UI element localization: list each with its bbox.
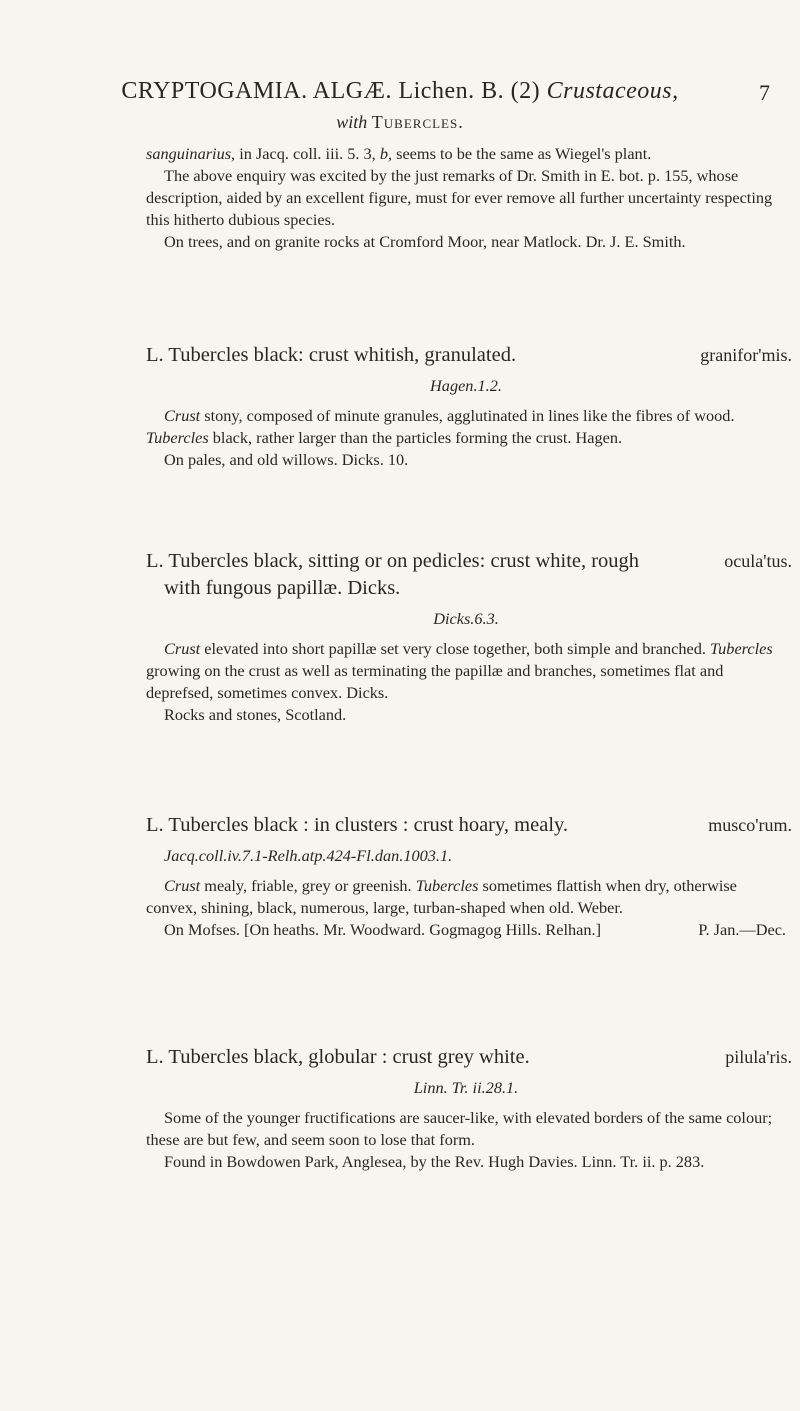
intro-line	[146, 143, 786, 165]
entry-description	[146, 638, 786, 704]
entry-muscorum	[146, 812, 792, 941]
species-name: sanguinarius,	[146, 144, 236, 163]
desc-text: stony, composed of minute granules, agglutinated in lines like the fibres of wood.	[200, 406, 735, 425]
desc-text: mealy, friable, grey or greenish.	[200, 876, 416, 895]
intro-paragraph-2: The above enquiry was excited by the just remarks of Dr. Smith in E. bot. p. 155, whose description, aided by an excellent figure, must for ever remove all further uncertainty respecting this hitherto dubious species.	[146, 166, 773, 229]
desc-term: Tubercles	[710, 639, 773, 658]
intro-block	[146, 143, 786, 253]
desc-term: Crust	[164, 876, 201, 895]
entry-heading-text: L. Tubercles black, sitting or on pedicles: crust white, rough with fungous papillæ. Dicks.	[146, 550, 640, 599]
flowering-period: P. Jan.—Dec.	[698, 920, 786, 939]
entry-description	[146, 875, 786, 919]
species-epithet: pilula'ris.	[725, 1047, 792, 1067]
running-head-italic: Crustaceous,	[546, 78, 679, 104]
entry-oculatus	[146, 548, 792, 726]
running-sub-italic: with	[336, 112, 372, 132]
entry-heading	[146, 1044, 792, 1071]
entry-heading-text: L. Tubercles black, globular : crust grey white.	[146, 1046, 530, 1068]
entry-heading-text: L. Tubercles black : in clusters : crust hoary, mealy.	[146, 814, 569, 836]
entry-heading	[146, 812, 792, 839]
running-subhead	[0, 112, 800, 133]
page-number: 7	[759, 80, 770, 105]
desc-term: Crust	[164, 406, 201, 425]
running-sub-smallcaps: Tubercles.	[371, 112, 464, 132]
desc-term: Tubercles	[146, 428, 209, 447]
entry-reference: Dicks.6.3.	[433, 609, 499, 628]
intro-text-end: seems to be the same as Wiegel's plant.	[392, 144, 652, 163]
running-head-text: CRYPTOGAMIA. ALGÆ. Lichen. B. (2)	[121, 78, 547, 104]
intro-italic: b,	[379, 144, 393, 163]
desc-text: growing on the crust as well as terminating the papillæ and branches, sometimes flat and deprefsed, sometimes convex. Dicks.	[146, 661, 724, 702]
entry-reference: Hagen.1.2.	[430, 376, 502, 395]
entry-description: Some of the younger fructifications are saucer-like, with elevated borders of the same colour; these are but few, and seem soon to lose that form.	[146, 1108, 773, 1149]
desc-text: elevated into short papillæ set very close together, both simple and branched.	[200, 639, 711, 658]
entry-heading	[146, 548, 792, 602]
entry-graniformis	[146, 342, 792, 471]
entry-reference: Jacq.coll.iv.7.1-Relh.atp.424-Fl.dan.1003.1.	[164, 846, 453, 865]
species-epithet: musco'rum.	[708, 815, 792, 835]
habitat-text: On Mofses. [On heaths. Mr. Woodward. Gogmagog Hills. Relhan.]	[164, 920, 602, 939]
entry-habitat: On pales, and old willows. Dicks. 10.	[164, 450, 409, 469]
entry-habitat	[146, 919, 786, 941]
entry-reference: Linn. Tr. ii.28.1.	[413, 1078, 519, 1097]
desc-term: Tubercles	[415, 876, 479, 895]
entry-description	[146, 405, 786, 449]
species-epithet: ocula'tus.	[724, 551, 792, 571]
desc-text: sometimes flattish when dry, otherwise convex, shining, black, numerous, large, turban-shaped when old. Weber.	[146, 876, 737, 917]
desc-term: Crust	[164, 639, 201, 658]
intro-text: in Jacq. coll. iii. 5. 3,	[235, 144, 380, 163]
desc-text: black, rather larger than the particles forming the crust. Hagen.	[208, 428, 623, 447]
running-head	[0, 78, 800, 105]
entry-heading	[146, 342, 792, 369]
entry-habitat: Found in Bowdowen Park, Anglesea, by the Rev. Hugh Davies. Linn. Tr. ii. p. 283.	[164, 1152, 705, 1171]
entry-habitat: Rocks and stones, Scotland.	[164, 705, 347, 724]
entry-heading-text: L. Tubercles black: crust whitish, granulated.	[146, 344, 517, 366]
species-epithet: granifor'mis.	[700, 345, 792, 365]
entry-pilularis	[146, 1044, 792, 1173]
intro-paragraph-3: On trees, and on granite rocks at Cromford Moor, near Matlock. Dr. J. E. Smith.	[164, 232, 686, 251]
